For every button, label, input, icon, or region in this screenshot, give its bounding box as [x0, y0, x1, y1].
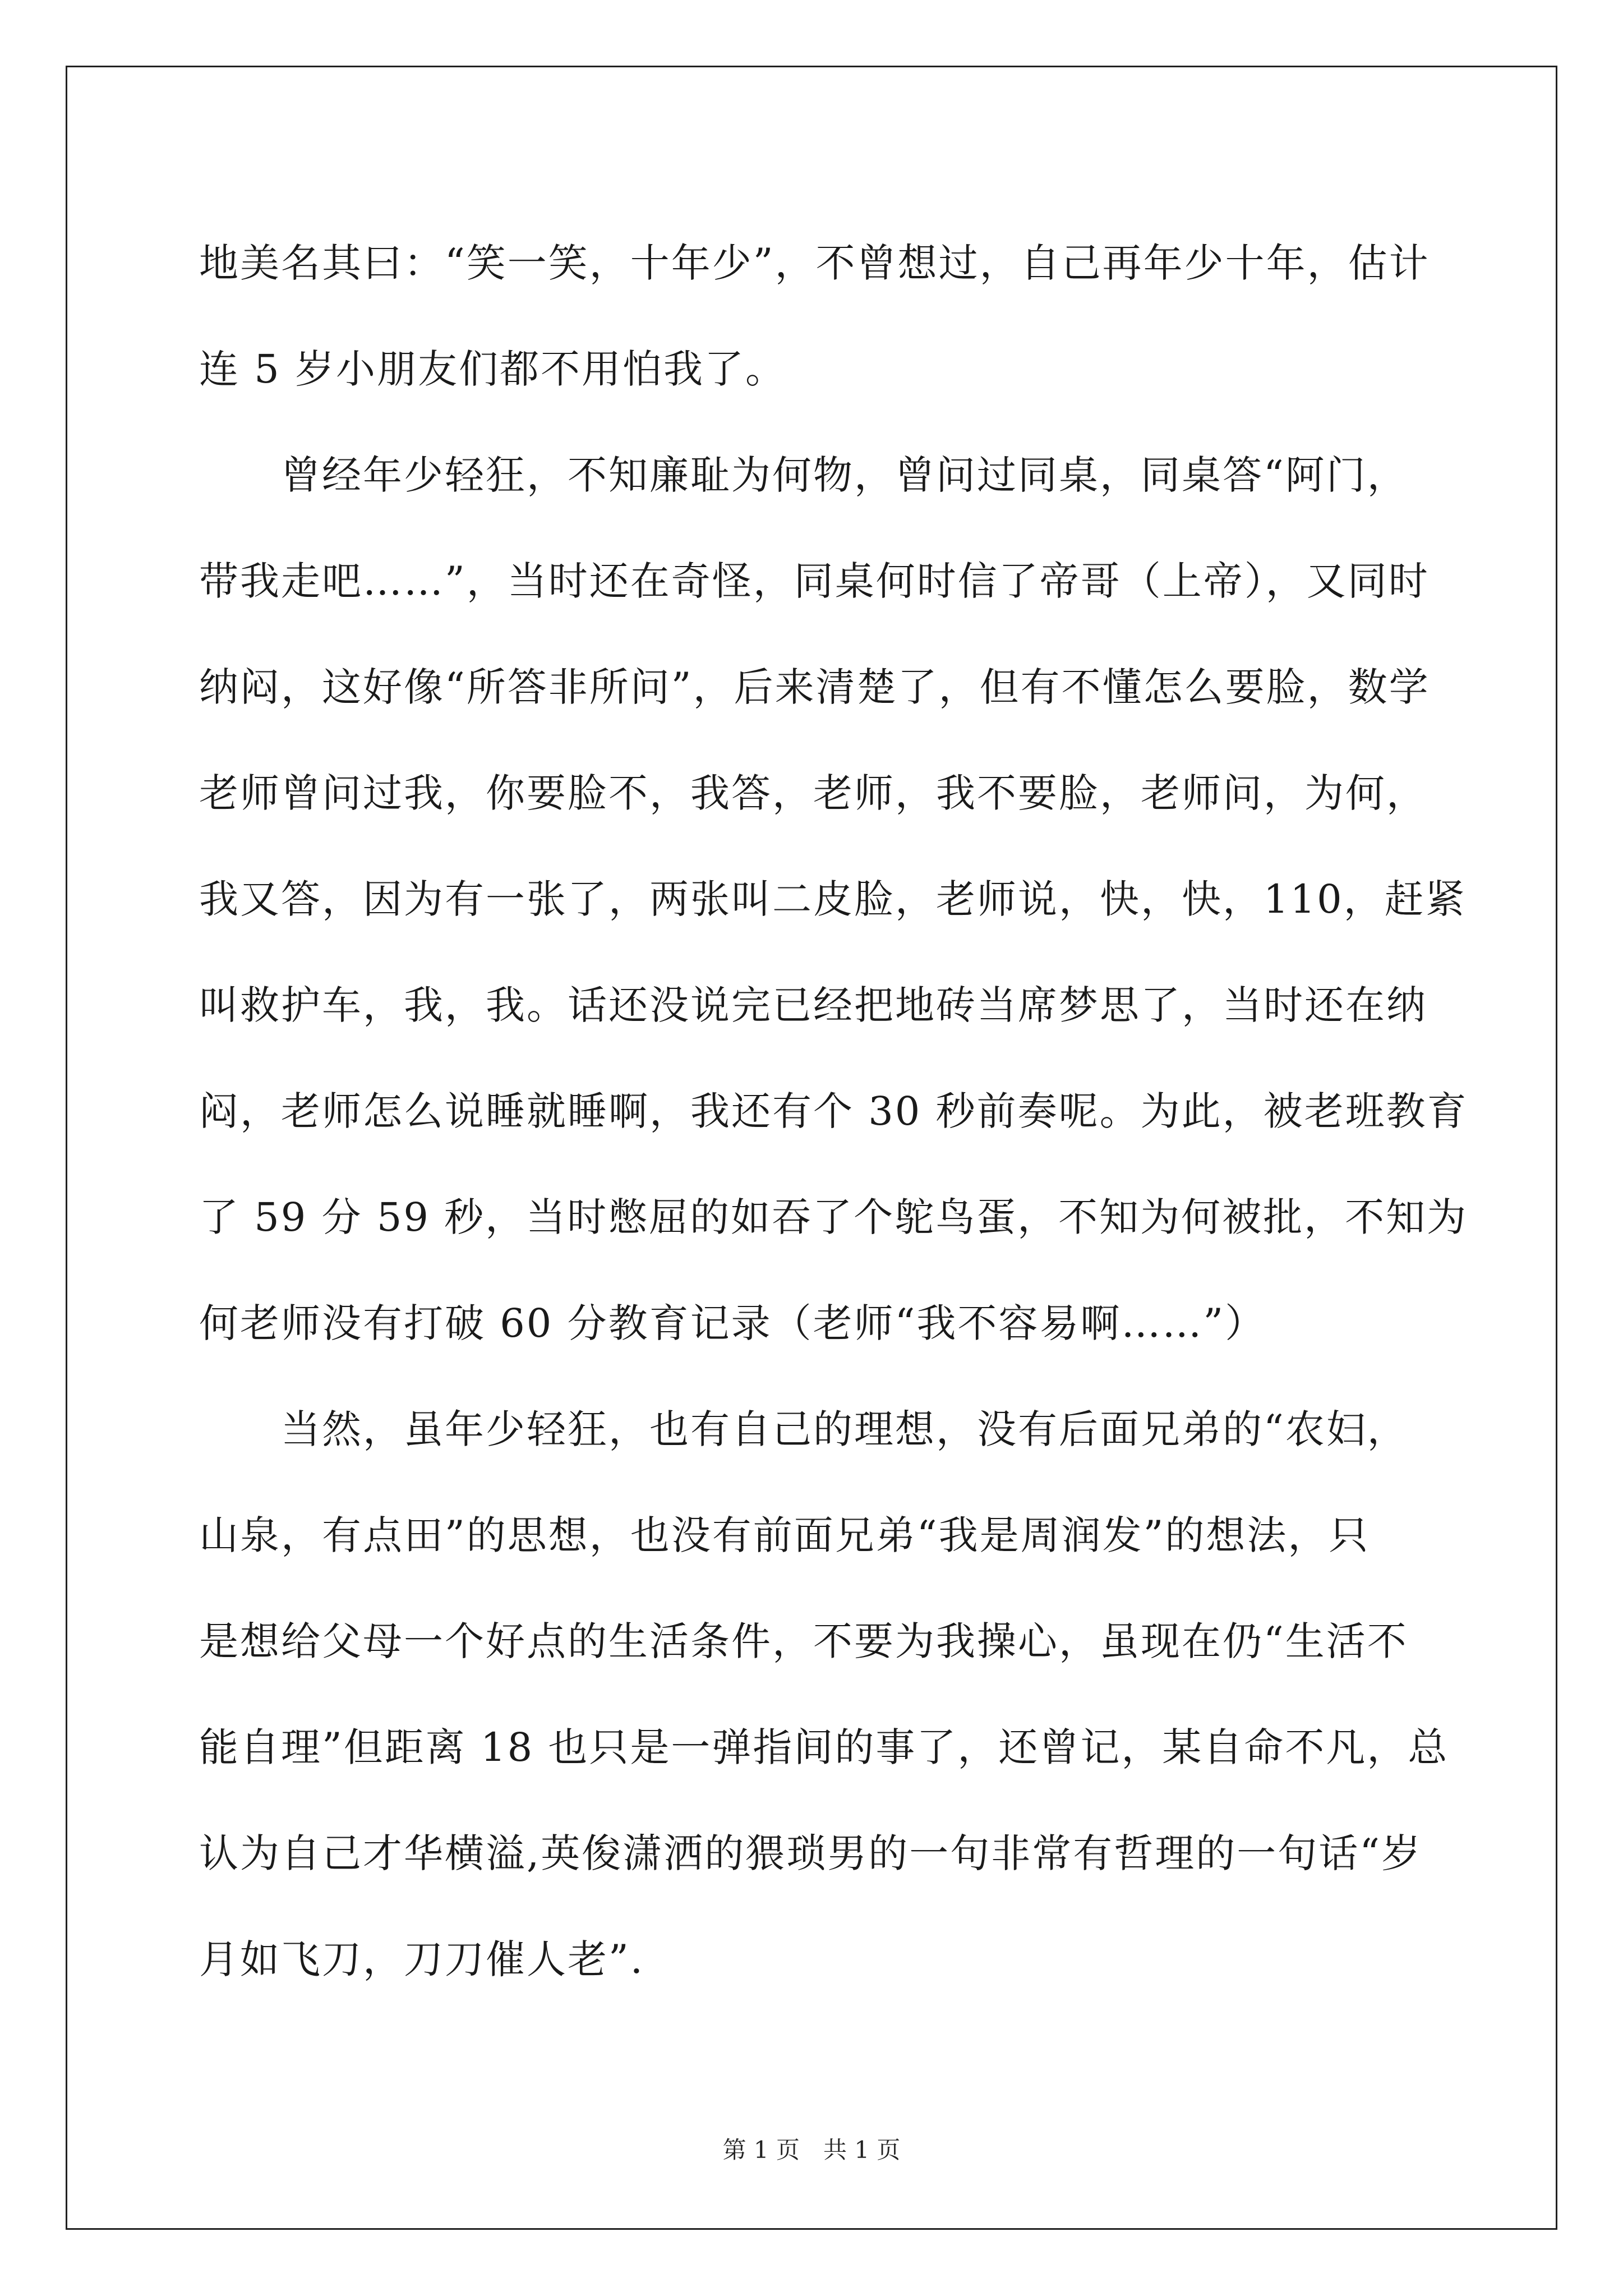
text-line: 地美名其曰：“笑一笑，十年少”，不曾想过，自己再年少十年，估计: [199, 240, 1430, 286]
text-line: 何老师没有打破 60 分教育记录（老师“我不容易啊……”）: [199, 1300, 1266, 1346]
text-line: 叫救护车，我，我。话还没说完已经把地砖当席梦思了，当时还在纳: [199, 982, 1427, 1028]
text-line: 月如飞刀，刀刀催人老”.: [199, 1936, 645, 1982]
page-number-footer: 第 1 页 共 1 页: [722, 2136, 901, 2164]
text-line: 是想给父母一个好点的生活条件，不要为我操心，虽现在仍“生活不: [199, 1618, 1408, 1664]
text-line: 了 59 分 59 秒，当时憋屈的如吞了个鸵鸟蛋，不知为何被批，不知为: [199, 1194, 1468, 1240]
document-body: [199, 210, 1468, 2013]
text-line: 带我走吧……”，当时还在奇怪，同桌何时信了帝哥（上帝），又同时: [199, 558, 1430, 604]
text-line: 老师曾问过我，你要脸不，我答，老师，我不要脸，老师问，为何，: [199, 770, 1427, 816]
text-line: 我又答，因为有一张了，两张叫二皮脸，老师说，快，快，110，赶紧: [199, 876, 1467, 922]
text-line: 认为自己才华横溢,英俊潇洒的猥琐男的一句非常有哲理的一句话“岁: [199, 1830, 1423, 1876]
text-line: 能自理”但距离 18 也只是一弹指间的事了，还曾记，某自命不凡，总: [199, 1724, 1449, 1770]
text-line: 连 5 岁小朋友们都不用怕我了。: [199, 346, 787, 392]
text-line: 纳闷，这好像“所答非所问”，后来清楚了，但有不懂怎么要脸，数学: [199, 664, 1430, 710]
text-line: 当然，虽年少轻狂，也有自己的理想，没有后面兄弟的“农妇，: [199, 1406, 1408, 1452]
text-line: 闷，老师怎么说睡就睡啊，我还有个 30 秒前奏呢。为此，被老班教育: [199, 1088, 1468, 1134]
text-line: 曾经年少轻狂，不知廉耻为何物，曾问过同桌，同桌答“阿门，: [199, 452, 1408, 498]
text-line: 山泉，有点田”的思想，也没有前面兄弟“我是周润发”的想法，只: [199, 1512, 1370, 1558]
